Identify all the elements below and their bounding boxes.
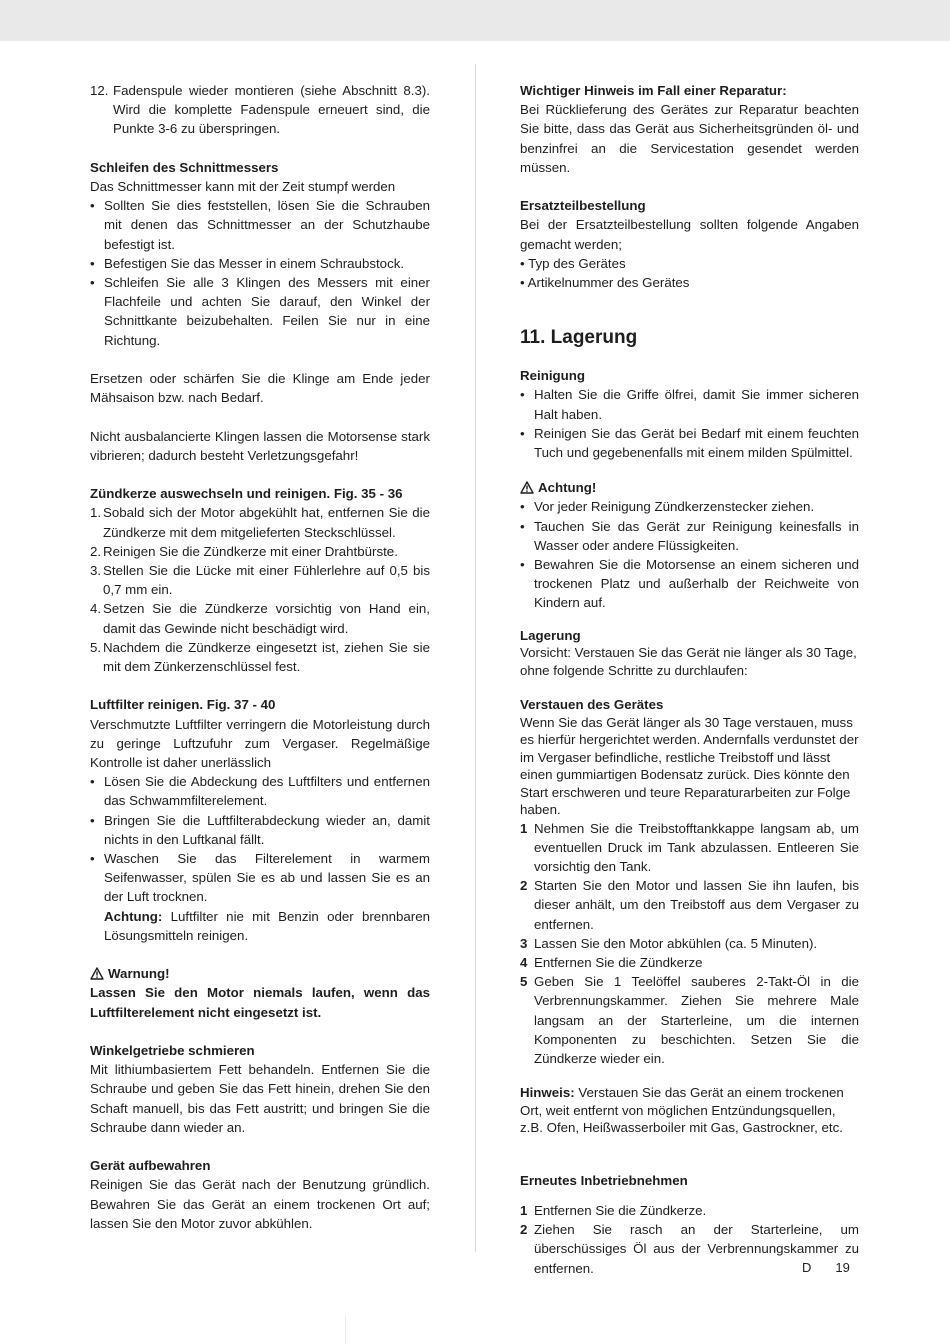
section-heading: Erneutes Inbetriebnehmen (520, 1172, 688, 1188)
bullet-item: • Sollten Sie dies feststellen, lösen Sie die Schrauben mit denen das Schnittmesser an der Schutzhaube befestigt ist. (90, 198, 430, 252)
bullet-item: • Lösen Sie die Abdeckung des Luftfilters und entfernen das Schwammfilterelement. (90, 774, 430, 809)
paragraph: Nicht ausbalancierte Klingen lassen die Motorsense stark vibrieren; dadurch besteht Verletzungsgefahr! (90, 428, 430, 463)
warning-heading: Achtung! (520, 478, 859, 497)
list-item: 2. Reinigen Sie die Zündkerze mit einer Drahtbürste. (90, 543, 398, 559)
list-item: 1. Sobald sich der Motor abgekühlt hat, entfernen Sie die Zündkerze mit dem mitgelieferten Steckschlüssel. (90, 505, 430, 540)
bullet-item: • Befestigen Sie das Messer in einem Schraubstock. (90, 255, 405, 271)
section-heading: Lagerung (520, 627, 581, 643)
paragraph: Bei Rücklieferung des Gerätes zur Reparatur beachten Sie bitte, dass das Gerät aus Sicherheitsgründen öl- und benzinfrei an die Servicestation gesendet werden müssen. (520, 102, 859, 175)
warning-icon (90, 967, 104, 980)
section-heading: Wichtiger Hinweis im Fall einer Reparatur: (520, 83, 787, 98)
list-item: 2 Starten Sie den Motor und lassen Sie ihn laufen, bis dieser anhält, um den Treibstoff aus dem Vergaser zu entfernen. (520, 878, 859, 932)
warning-text: Lassen Sie den Motor niemals laufen, wenn das Luftfilterelement nicht eingesetzt ist. (90, 985, 430, 1020)
bullet-item: • Halten Sie die Griffe ölfrei, damit Sie immer sicheren Halt haben. (520, 387, 859, 422)
section-heading: Gerät aufbewahren (90, 1158, 211, 1174)
paragraph: Vorsicht: Verstauen Sie das Gerät nie länger als 30 Tage, ohne folgende Schritte zu durchlaufen: (520, 645, 857, 678)
page-number: 19 (835, 1260, 850, 1275)
page-footer (802, 1258, 874, 1277)
language-code: D (802, 1260, 812, 1275)
paragraph: Verschmutzte Luftfilter verringern die Motorleistung durch zu geringe Luftzufuhr zum Vergaser. Regelmäßige Kontrolle ist daher unerlässlich (90, 716, 430, 771)
section-heading: Ersatzteilbestellung (520, 198, 646, 214)
section-heading: Reinigung (520, 368, 585, 384)
bullet-item: • Reinigen Sie das Gerät bei Bedarf mit einem feuchten Tuch und gegebenenfalls mit einem milden Spülmittel. (520, 425, 859, 461)
section-heading: Zündkerze auswechseln und reinigen. Fig. 35 - 36 (90, 486, 403, 502)
list-item: • Artikelnummer des Gerätes (520, 275, 690, 291)
hint-paragraph: Hinweis: Verstauen Sie das Gerät an einem trockenen Ort, weit entfernt von möglichen Entzündungsquellen, z.B. Ofen, Heißwasserboiler mit Gas, Gastrockner, etc. (520, 1085, 844, 1136)
warning-icon (520, 481, 534, 494)
paragraph: Bei der Ersatzteilbestellung sollten folgende Angaben gemacht werden; (520, 217, 859, 252)
chapter-title: 11. Lagerung (520, 327, 638, 349)
bullet-item: • Schleifen Sie alle 3 Klingen des Messers mit einer Flachfeile und achten Sie darauf, den Winkel der Schnittkante beizubehalten. Feilen Sie nur in eine Richtung. (90, 275, 430, 348)
paragraph: Mit lithiumbasiertem Fett behandeln. Entfernen Sie die Schraube und geben Sie das Fett hinein, drehen Sie den Schaft manuell, bis das Fett austritt; und bringen Sie die Schraube dann wieder an. (90, 1062, 430, 1135)
paragraph: Ersetzen oder schärfen Sie die Klinge am Ende jeder Mähsaison bzw. nach Bedarf. (90, 371, 430, 406)
column-divider (475, 64, 476, 1252)
section-heading: Luftfilter reinigen. Fig. 37 - 40 (90, 697, 276, 713)
list-item: 12. Fadenspule wieder montieren (siehe Abschnitt 8.3). Wird die komplette Fadenspule erneuert sind, die Punkte 3-6 zu überspringen. (90, 83, 430, 137)
warning-heading: Warnung! (90, 964, 430, 983)
list-item: 5. Nachdem die Zündkerze eingesetzt ist, ziehen Sie sie mit dem Zünkerzenschlüssel fest. (90, 639, 430, 675)
list-item: 3. Stellen Sie die Lücke mit einer Fühlerlehre auf 0,5 bis 0,7 mm ein. (90, 563, 430, 598)
list-item: 3 Lassen Sie den Motor abkühlen (ca. 5 Minuten). (520, 935, 818, 951)
section-heading: Verstauen des Gerätes (520, 697, 664, 713)
list-item: 2 Ziehen Sie rasch an der Starterleine, um überschüssiges Öl aus der Verbrennungskammer zu entfernen. (520, 1222, 859, 1276)
top-band (0, 0, 950, 41)
list-item: • Typ des Gerätes (520, 255, 626, 271)
bottom-mark (345, 1316, 346, 1344)
caution-note: Achtung: Luftfilter nie mit Benzin oder brennbaren Lösungsmitteln reinigen. (104, 908, 430, 943)
bullet-item: • Waschen Sie das Filterelement in warmem Seifenwasser, spülen Sie es ab und lassen Sie es an der Luft trocknen. (90, 851, 430, 905)
paragraph: Wenn Sie das Gerät länger als 30 Tage verstauen, muss es hierfür hergerichtet werden. Andernfalls verdunstet der im Vergaser befindliche, restliche Treibstoff und lässt einen gummiartigen Bodensatz zurück. Dies könnte den Start erschweren und teure Reparaturarbeiten zur Folge haben. (520, 714, 859, 818)
left-column (90, 81, 430, 1233)
paragraph: Das Schnittmesser kann mit der Zeit stumpf werden (90, 179, 396, 194)
section-heading: Winkelgetriebe schmieren (90, 1043, 255, 1059)
bullet-item: • Tauchen Sie das Gerät zur Reinigung keinesfalls in Wasser oder andere Flüssigkeiten. (520, 518, 859, 553)
bullet-item: • Vor jeder Reinigung Zündkerzenstecker ziehen. (520, 499, 815, 515)
list-item: 4 Entfernen Sie die Zündkerze (520, 955, 703, 971)
bullet-item: • Bewahren Sie die Motorsense an einem sicheren und trockenen Platz und außerhalb der Reichweite von Kindern auf. (520, 557, 859, 611)
paragraph: Reinigen Sie das Gerät nach der Benutzung gründlich. Bewahren Sie das Gerät an einem trockenen Ort auf; lassen Sie den Motor zuvor abkühlen. (90, 1177, 430, 1231)
list-item: 4. Setzen Sie die Zündkerze vorsichtig von Hand ein, damit das Gewinde nicht beschädigt wird. (90, 601, 430, 636)
section-heading: Schleifen des Schnittmessers (90, 159, 279, 175)
list-item: 1 Entfernen Sie die Zündkerze. (520, 1203, 707, 1218)
list-item: 5 Geben Sie 1 Teelöffel sauberes 2-Takt-Öl in die Verbrennungskammer. Ziehen Sie mehrere Male langsam an der Starterleine, um die internen Komponenten zu beschichten. Setzen Sie die Zündkerze wieder ein. (520, 974, 859, 1067)
list-item: 1 Nehmen Sie die Treibstofftankkappe langsam ab, um eventuellen Druck im Tank abzulassen. Entleeren Sie vorsichtig den Tank. (520, 820, 859, 875)
bullet-item: • Bringen Sie die Luftfilterabdeckung wieder an, damit nichts in den Luftkanal fällt. (90, 812, 430, 847)
right-column (520, 81, 859, 1278)
